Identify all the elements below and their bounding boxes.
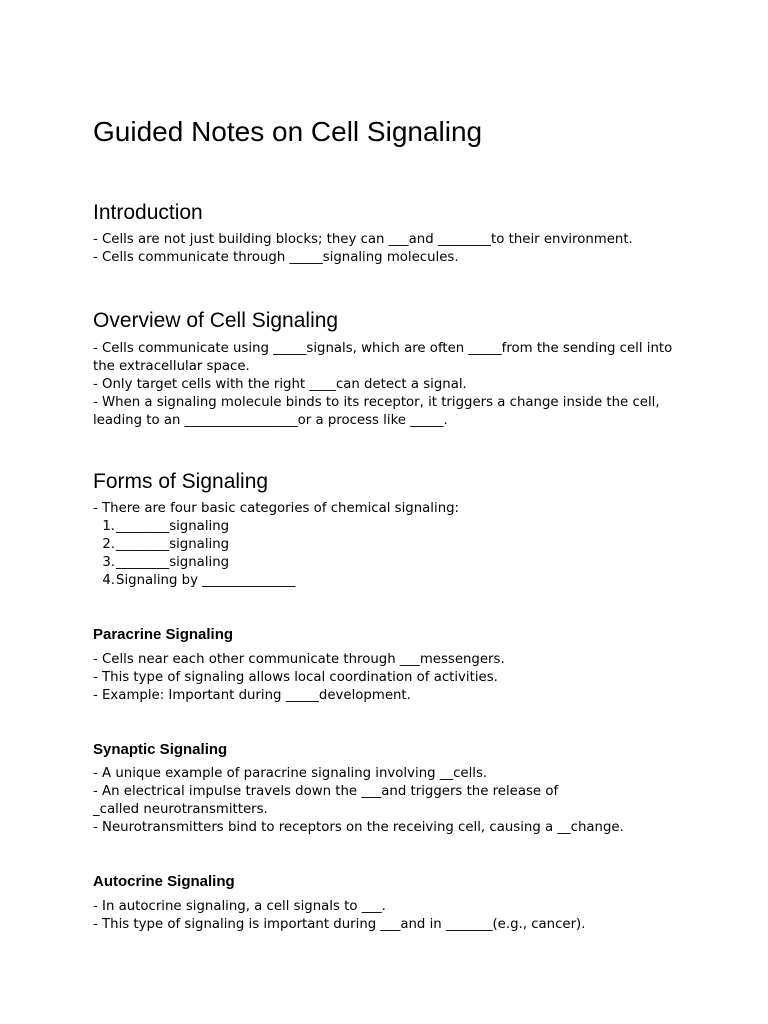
autocrine-line-2: - This type of signaling is important during ___and in _______(e.g., cancer). [93, 917, 586, 932]
paracrine-line-3: - Example: Important during _____development. [93, 688, 411, 703]
synaptic-heading: Synaptic Signaling [93, 741, 228, 758]
list-text: ________signaling [116, 555, 230, 570]
autocrine-line-1: - In autocrine signaling, a cell signals to ___. [93, 899, 386, 914]
list-text: Signaling by ______________ [116, 573, 296, 588]
list-item [93, 518, 683, 536]
list-item [93, 536, 683, 554]
paracrine-line-1: - Cells near each other communicate through ___messengers. [93, 652, 505, 667]
synaptic-body [93, 765, 683, 837]
overview-paragraph-2: - Only target cells with the right ____can detect a signal. [93, 377, 467, 392]
paracrine-body [93, 651, 683, 705]
list-item [93, 572, 683, 590]
synaptic-line-1: - A unique example of paracrine signaling involving __cells. [93, 766, 488, 781]
forms-intro: - There are four basic categories of chemical signaling: [93, 501, 460, 516]
forms-list [93, 518, 683, 590]
list-text: ________signaling [116, 537, 230, 552]
autocrine-body [93, 898, 683, 934]
list-number: 3. [102, 555, 115, 570]
list-number: 2. [102, 537, 115, 552]
introduction-heading: Introduction [93, 201, 203, 224]
list-text: ________signaling [116, 519, 230, 534]
introduction-body [93, 231, 683, 267]
autocrine-heading: Autocrine Signaling [93, 873, 235, 890]
forms-heading: Forms of Signaling [93, 470, 269, 493]
overview-paragraph-1: - Cells communicate using _____signals, which are often _____from the sending cell into the extracellular space. [93, 341, 673, 374]
overview-body [93, 340, 673, 430]
overview-paragraph-3: - When a signaling molecule binds to its receptor, it triggers a change inside the cell, leading to an _________________or a process like _____. [93, 395, 660, 428]
synaptic-line-2: - An electrical impulse travels down the ___and triggers the release of [93, 784, 559, 799]
paracrine-line-2: - This type of signaling allows local coordination of activities. [93, 670, 498, 685]
overview-heading: Overview of Cell Signaling [93, 309, 339, 332]
introduction-line-2: - Cells communicate through _____signaling molecules. [93, 250, 459, 265]
synaptic-line-4: - Neurotransmitters bind to receptors on the receiving cell, causing a __change. [93, 820, 624, 835]
synaptic-line-3: _called neurotransmitters. [93, 802, 268, 817]
list-item [93, 554, 683, 572]
paracrine-heading: Paracrine Signaling [93, 626, 234, 643]
forms-body [93, 500, 683, 590]
list-number: 4. [102, 573, 115, 588]
introduction-line-1: - Cells are not just building blocks; they can ___and ________to their environment. [93, 232, 633, 247]
list-number: 1. [102, 519, 115, 534]
page-title: Guided Notes on Cell Signaling [93, 116, 483, 147]
